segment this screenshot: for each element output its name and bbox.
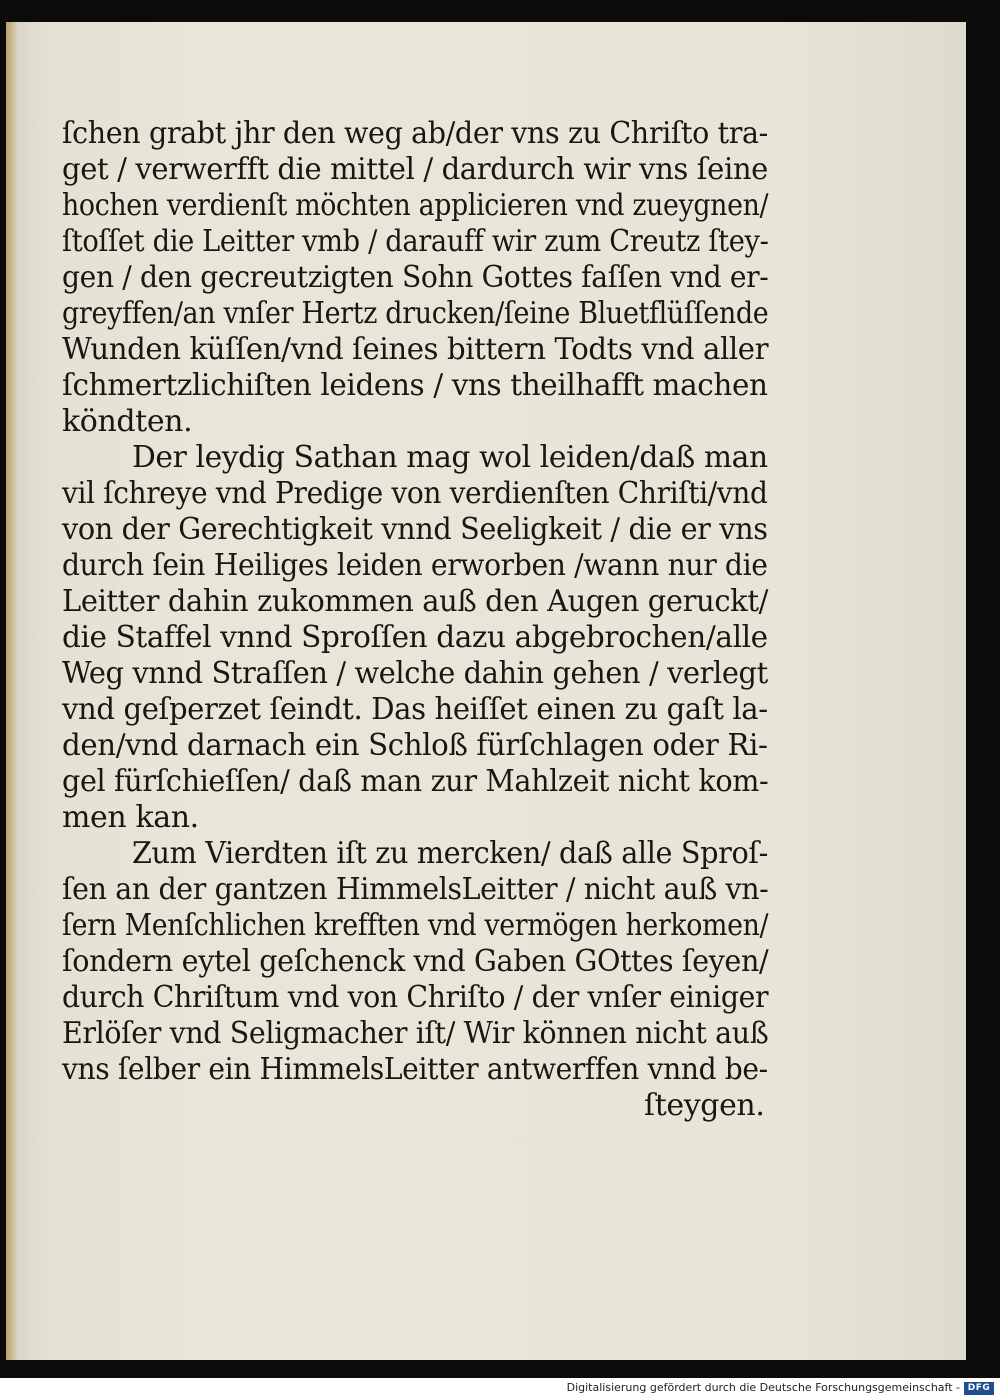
text-line-14: Leitter dahin zukommen auß den Augen geruckt/	[62, 584, 768, 619]
text-line-3: hochen verdienſt möchten applicieren vnd zueygnen/	[62, 188, 769, 223]
text-line-15: die Staffel vnnd Sproſſen dazu abgebrochen/alle	[62, 620, 768, 655]
text-line-23: ſern Menſchlichen krefften vnd vermögen herkomen/	[62, 908, 769, 943]
text-line-12: von der Gerechtigkeit vnnd Seeligkeit / die er vns	[62, 512, 768, 547]
text-line-19: gel fürſchieſſen/ daß man zur Mahlzeit nicht kom-	[62, 764, 769, 799]
text-line-10: Der leydig Sathan mag wol leiden/daß man	[132, 440, 768, 475]
text-line-7: Wunden küſſen/vnd ſeines bittern Todts vnd aller	[62, 332, 769, 367]
text-line-25: durch Chriſtum vnd von Chriſto / der vnſer einiger	[62, 980, 769, 1015]
funding-credit: Digitalisierung gefördert durch die Deutsche Forschungsgemeinschaft -	[566, 1381, 960, 1394]
dfg-logo-icon: DFG	[964, 1382, 994, 1395]
text-line-24: ſondern eytel geſchenck vnd Gaben GOttes ſeyen/	[62, 944, 769, 979]
text-line-4: ſtoſſet die Leitter vmb / darauff wir zum Creutz ſtey-	[62, 224, 769, 259]
text-line-2: get / verwerfft die mittel / dardurch wir vns ſeine	[62, 152, 768, 187]
text-line-9: köndten.	[62, 404, 193, 439]
text-line-13: durch ſein Heiliges leiden erworben /wann nur die	[62, 548, 768, 583]
text-line-22: ſen an der gantzen HimmelsLeitter / nicht auß vn-	[62, 872, 769, 907]
text-line-20: men kan.	[62, 800, 199, 835]
text-line-27: vns ſelber ein HimmelsLeitter antwerffen vnnd be-	[62, 1052, 768, 1087]
footer-bar	[0, 1378, 1000, 1399]
text-line-18: den/vnd darnach ein Schloß fürſchlagen oder Ri-	[62, 728, 768, 763]
text-line-11: vil ſchreye vnd Predige von verdienſten Chriſti/vnd	[62, 476, 768, 511]
text-line-28: ſteygen.	[644, 1088, 765, 1123]
text-line-6: greyffen/an vnſer Hertz drucken/ſeine Bluetflüſſende	[62, 296, 769, 331]
text-line-5: gen / den gecreutzigten Sohn Gottes faſſen vnd er-	[62, 260, 769, 295]
text-line-26: Erlöſer vnd Seligmacher iſt/ Wir können nicht auß	[62, 1016, 769, 1051]
text-line-21: Zum Vierdten iſt zu mercken/ daß alle Sproſ-	[132, 836, 768, 871]
text-line-16: Weg vnnd Straſſen / welche dahin gehen / verlegt	[62, 656, 768, 691]
book-page	[6, 22, 966, 1360]
text-line-1: ſchen grabt jhr den weg ab/der vns zu Chriſto tra-	[62, 116, 768, 151]
page-gutter-edge	[6, 22, 18, 1360]
text-line-17: vnd geſperzet ſeindt. Das heiſſet einen zu gaſt la-	[62, 692, 768, 727]
text-line-8: ſchmertzlichiſten leidens / vns theilhafft machen	[62, 368, 768, 403]
